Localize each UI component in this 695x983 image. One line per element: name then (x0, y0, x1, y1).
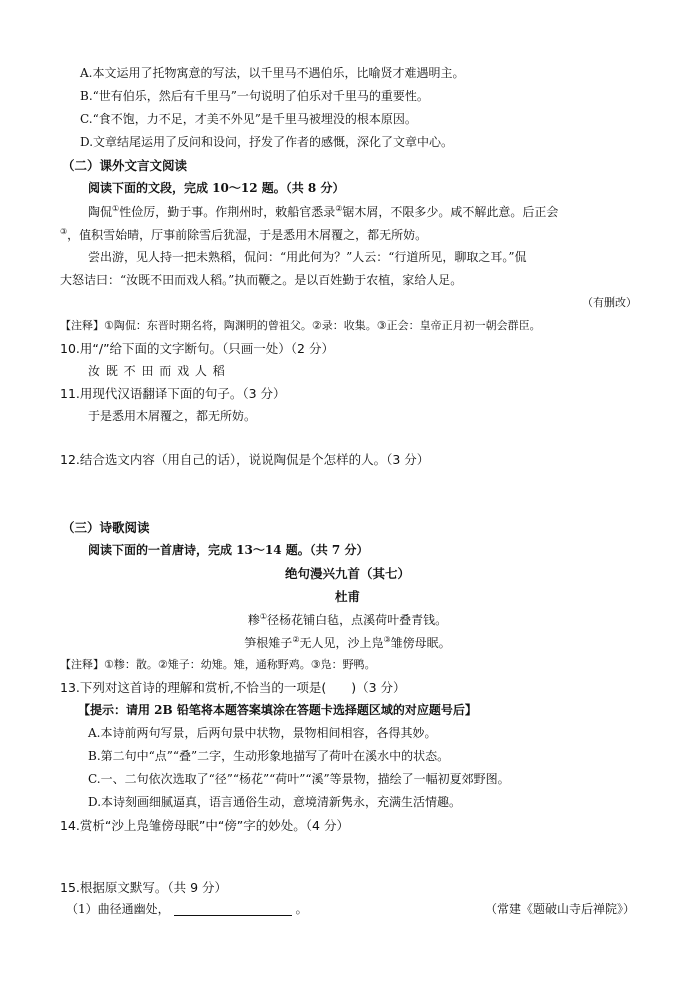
q15-stem: 15.根据原文默写。（共 9 分） (60, 880, 228, 895)
q13-option-a: A.本诗前两句写景，后两句景中状物，景物相间相容，各得其妙。 (88, 726, 437, 740)
q13-option-c: C.一、二句依次选取了“径”“杨花”“荷叶”“溪”等景物，描绘了一幅初夏郊野图。 (88, 772, 510, 786)
q10-stem: 10.用“/”给下面的文字断句。（只画一处）（2 分） (60, 341, 334, 356)
passage-note: 【注释】①陶侃：东晋时期名将，陶渊明的曾祖父。②录：收集。③正会：皇帝正月初一朝会群臣。 (60, 319, 541, 332)
poem-title: 绝句漫兴九首（其七） (284, 566, 410, 581)
section3-instruction: 阅读下面的一首唐诗，完成 13～14 题。（共 7 分） (88, 543, 369, 557)
q12-stem: 12.结合选文内容（用自己的话），说说陶侃是个怎样的人。（3 分） (60, 452, 430, 467)
passage-source: （有删改） (582, 296, 637, 309)
passage-p2-line2: 大怒诘曰：“汝既不田而戏人稻。”执而鞭之。是以百姓勤于农植，家给人足。 (60, 273, 463, 287)
q15-item1: （1）曲径通幽处， 。 (66, 902, 308, 916)
q11-stem: 11.用现代汉语翻译下面的句子。（3 分） (60, 386, 286, 401)
q10-text: 汝 既 不 田 而 戏 人 稻 (88, 364, 226, 378)
q13-option-d: D.本诗刻画细腻逼真，语言通俗生动，意境清新隽永，充满生活情趣。 (88, 795, 462, 809)
q13-hint: 【提示：请用 2B 铅笔将本题答案填涂在答题卡选择题区域的对应题号后】 (78, 703, 477, 717)
q9-option-b: B.“世有伯乐，然后有千里马”一句说明了伯乐对千里马的重要性。 (80, 89, 429, 103)
q9-option-d: D.文章结尾运用了反问和设问，抒发了作者的感慨，深化了文章中心。 (80, 135, 454, 149)
passage-p2-line1: 尝出游，见人持一把未熟稻，侃问：“用此何为？”人云：“行道所见，聊取之耳。”侃 (88, 250, 527, 264)
section3-title: （三）诗歌阅读 (62, 520, 150, 535)
section2-title: （二）课外文言文阅读 (62, 158, 188, 173)
passage-p1-line1: 陶侃①性俭厉，勤于事。作荆州时，敕船官悉录②锯木屑，不限多少。咸不解此意。后正会 (88, 204, 559, 219)
section2-instruction: 阅读下面的文段，完成 10～12 题。（共 8 分） (88, 181, 345, 195)
q11-text: 于是悉用木屑覆之，都无所妨。 (88, 409, 257, 423)
poem-note: 【注释】①糁：散。②雉子：幼雉。雉，通称野鸡。③凫：野鸭。 (60, 658, 376, 671)
poem-line1: 糁①径杨花铺白毡，点溪荷叶叠青钱。 (247, 612, 448, 627)
q15-item1-source: （常建《题破山寺后禅院》） (484, 902, 635, 916)
q13-option-b: B.第二句中“点”“叠”二字，生动形象地描写了荷叶在溪水中的状态。 (88, 749, 450, 763)
poem-author: 杜甫 (334, 589, 360, 604)
passage-p1-line2: ③，值积雪始晴，厅事前除雪后犹湿，于是悉用木屑覆之，都无所妨。 (60, 227, 428, 242)
q9-option-a: A.本文运用了托物寓意的写法，以千里马不遇伯乐，比喻贤才难遇明主。 (80, 66, 465, 80)
q9-option-c: C.“食不饱，力不足，才美不外见”是千里马被埋没的根本原因。 (80, 112, 417, 126)
q13-stem: 13.下列对这首诗的理解和赏析,不恰当的一项是( )（3 分） (60, 680, 406, 695)
q15-item1-answer-blank[interactable] (174, 903, 292, 916)
q14-stem: 14.赏析“沙上凫雏傍母眠”中“傍”字的妙处。（4 分） (60, 818, 349, 833)
q15-item1-prefix: （1）曲径通幽处， (66, 902, 170, 916)
poem-line2: 笋根雉子②无人见，沙上凫③雏傍母眠。 (244, 635, 451, 650)
